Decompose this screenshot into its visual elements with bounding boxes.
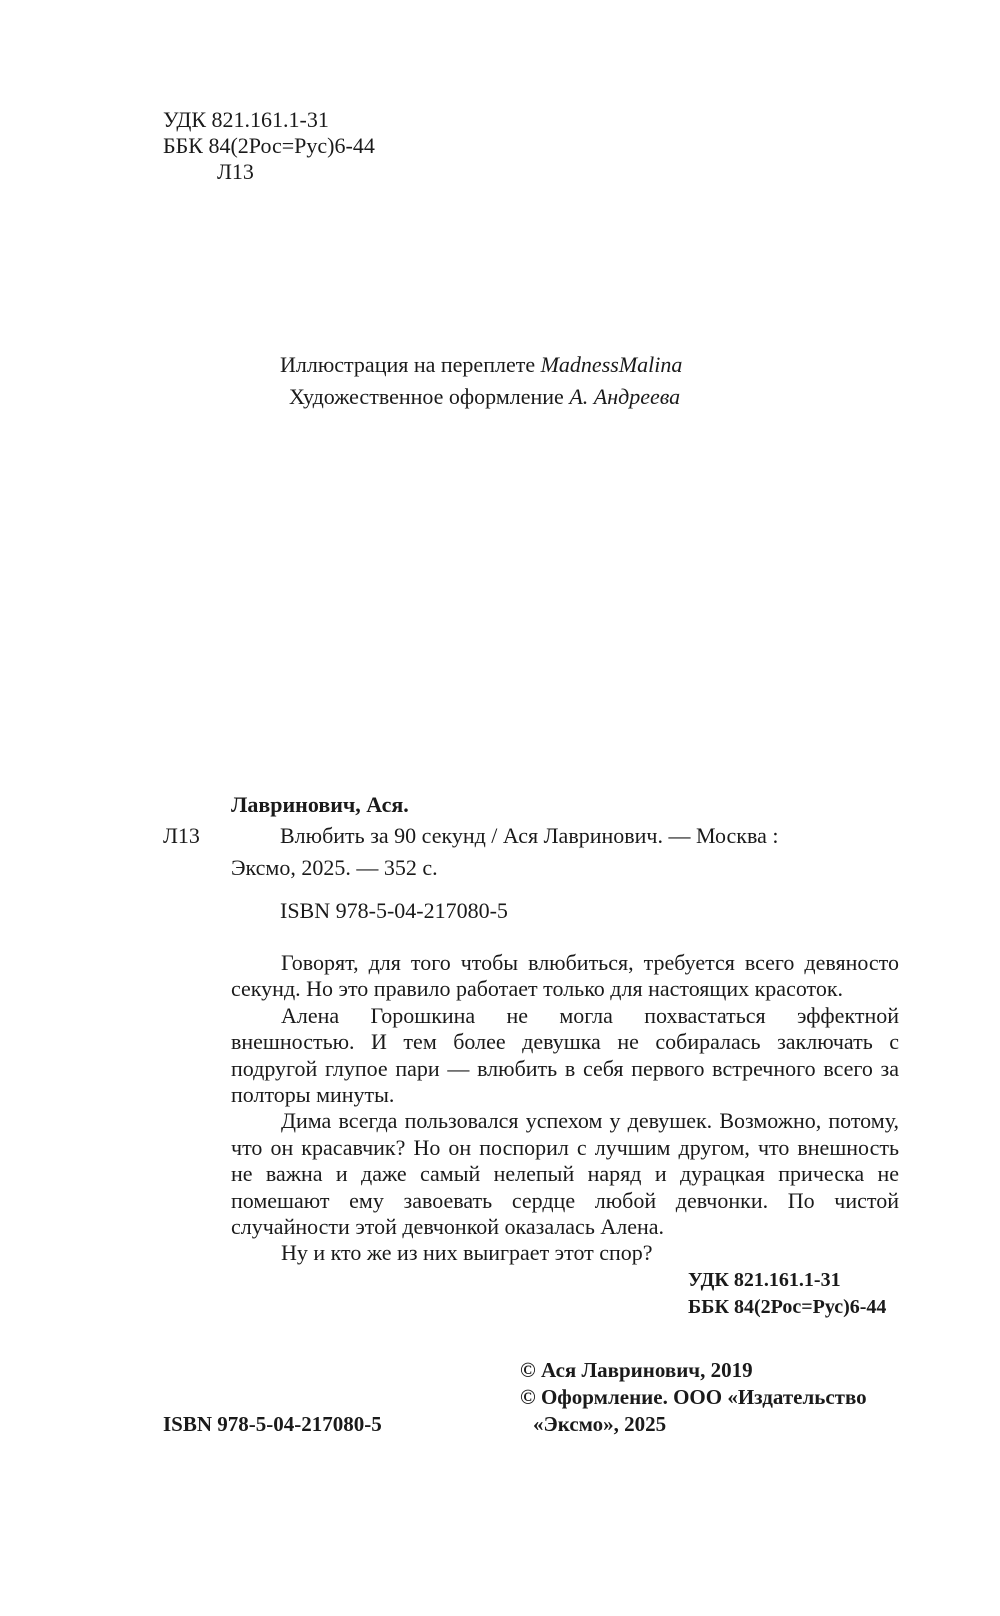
annotation-paragraph: Алена Горошкина не могла похвастаться эффектной внешностью. И тем более девушка не собиралась заключать с подругой глупое пари — влюбить в себя первого встречного всего за полторы минуты. [231, 1002, 899, 1108]
udk-code-bottom: УДК 821.161.1-31 [688, 1269, 841, 1291]
bbk-code-bottom: ББК 84(2Рос=Рус)6-44 [688, 1296, 887, 1318]
designer-name: А. Андреева [569, 384, 681, 409]
illustration-label: Иллюстрация на переплете [280, 352, 536, 377]
design-credit [289, 384, 680, 410]
author-mark-top: Л13 [217, 159, 254, 184]
annotation-paragraph: Говорят, для того чтобы влюбиться, требуется всего девяносто секунд. Но это правило работает только для настоящих красоток. [231, 950, 899, 1002]
copyright-author: © Ася Лавринович, 2019 [520, 1358, 753, 1382]
design-label: Художественное оформление [289, 384, 564, 409]
annotation-text [231, 950, 899, 1267]
annotation-paragraph: Дима всегда пользовался успехом у девушек. Возможно, потому, что он красавчик? Но он поспорил с лучшим другом, что внешность не важна и даже самый нелепый наряд и дурацкая прическа не помешают ему завоевать сердце любой девчонки. По чистой случайности этой девчонкой оказалась Алена. [231, 1108, 899, 1240]
illustrator-name: MadnessMalina [540, 352, 683, 377]
copyright-publisher: «Эксмо», 2025 [533, 1412, 667, 1436]
illustration-credit [280, 352, 682, 378]
isbn-bottom: ISBN 978-5-04-217080-5 [163, 1412, 382, 1436]
udk-code-top: УДК 821.161.1-31 [163, 107, 329, 132]
catalog-title-line-2: Эксмо, 2025. — 352 с. [231, 855, 438, 880]
catalog-author-heading: Лавринович, Ася. [231, 792, 409, 817]
copyright-design: © Оформление. ООО «Издательство [520, 1385, 867, 1409]
annotation-paragraph: Ну и кто же из них выиграет этот спор? [281, 1240, 653, 1266]
bbk-code-top: ББК 84(2Рос=Рус)6-44 [163, 133, 375, 158]
catalog-author-mark: Л13 [163, 823, 200, 848]
catalog-title-line-1: Влюбить за 90 секунд / Ася Лавринович. — Москва : [280, 823, 779, 848]
catalog-isbn: ISBN 978-5-04-217080-5 [280, 898, 508, 923]
